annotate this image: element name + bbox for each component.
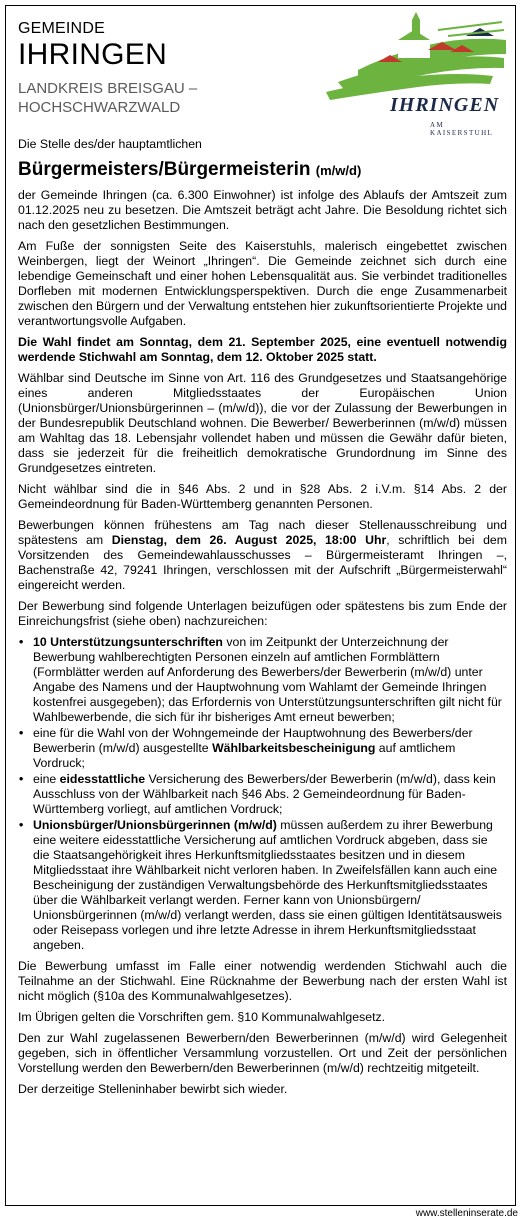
bullet-3-tail: Versicherung des Bewerbers/der Bewerberin (m/w/d), dass kein Ausschluss von der Wählbarkeit nach §46 Abs. 2 Gemeindeordnung für Baden-Württemberg vorliegt, auf amtlichen Vordruck; — [33, 772, 496, 816]
job-ad-body — [18, 137, 507, 1103]
bullet-2-tail: auf amtlichem Vordruck; — [33, 741, 456, 770]
documents-list — [18, 635, 507, 953]
paragraph-runoff: Die Bewerbung umfasst im Falle einer notwendig werdenden Stichwahl auch die Teilnahme an der Stichwahl. Eine Rücknahme der Bewerbung nach der ersten Wahl ist nicht möglich (§10a des Kommunalwahlgesetzes). — [18, 959, 507, 1003]
deadline-date: Dienstag, dem 26. August 2025, 18:00 Uhr — [111, 533, 387, 547]
district-line-2: HOCHSCHWARZWALD — [18, 99, 181, 116]
bullet-2-text: eine für die Wahl von der Wohngemeinde der Hauptwohnung des Bewerbers/der Bewerberin (m/w/d) ausgestellte — [33, 726, 473, 755]
intro-line: Die Stelle des/der hauptamtlichen — [18, 137, 202, 151]
deadline-text-a: Bewerbungen können frühestens am Tag nach dieser Stellenausschreibung und spätestens am — [18, 518, 507, 547]
bullet-4-bold: Unionsbürger/Unionsbürgerinnen (m/w/d) — [33, 818, 277, 832]
bullet-1-bold: 10 Unterstützungsunterschriften — [33, 635, 223, 649]
job-title-suffix: (m/w/d) — [315, 163, 362, 178]
paragraph-election-date: Die Wahl findet am Sonntag, dem 21. September 2025, eine eventuell notwendig werdende Stichwahl am Sonntag, dem 12. Oktober 2025 statt. — [18, 335, 507, 364]
bullet-2-bold: Wählbarkeitsbescheinigung — [212, 741, 376, 755]
header — [18, 10, 508, 137]
district-line-1: LANDKREIS BREISGAU – — [18, 80, 198, 97]
logo-name: IHRINGEN — [390, 94, 500, 116]
bullet-4-text: müssen außerdem zu ihrer Bewerbung eine weitere eidesstattliche Versicherung auf amtlichen Vordruck abgeben, dass sie die Staatsangehörigkeit ihres Herkunftsmitgliedsstaates besitzen und in diesem Mitgliedsstaat ihre Wählbarkeit nicht verloren haben. In Zweifelsfällen kann auch eine Bescheinigung der zuständigen Verwaltungsbehörde des Herkunftsmitgliedsstaates über die Wählbarkeit verlangt werden. Ferner kann von Unionsbürgern/ Unionsbürgerinnen (m/w/d) verlangt werden, dass sie einen gültigen Identitätsausweis oder Reisepass vorlegen und ihre letzte Adresse in ihrem Herkunftsmitgliedsstaat angeben. — [33, 818, 502, 952]
paragraph-ineligibility: Nicht wählbar sind die in §46 Abs. 2 und in §28 Abs. 2 i.V.m. §14 Abs. 2 der Gemeindeordnung für Baden-Württemberg genannten Personen. — [18, 482, 507, 511]
bullet-3-bold: eidesstattliche — [59, 772, 146, 786]
paragraph-location: Am Fuße der sonnigsten Seite des Kaiserstuhls, malerisch eingebettet zwischen Weinbergen, liegt der Weinort „Ihringen“. Die Gemeinde zeichnet sich durch eine lebendige Gemeinschaft und einer hohen Lebensqualität aus. Sie verbindet traditionelles Dorfleben mit modernen Entwicklungsperspektiven. Durch die enge Zusammenarbeit zwischen den Bürgern und der Verwaltung entstehen hier zukunftsorientierte Projekte und verantwortungsvolle Aufgaben. — [18, 239, 507, 328]
paragraph-documents-intro: Der Bewerbung sind folgende Unterlagen beizufügen oder spätestens bis zum Ende der Einreichungsfrist (siehe oben) nachzureichen: — [18, 599, 507, 628]
paragraph-presentation: Den zur Wahl zugelassenen Bewerbern/den Bewerberinnen (m/w/d) wird Gelegenheit gegeben, sich in öffentlicher Versammlung vorzustellen. Ort und Zeit der persönlichen Vorstellung werden den Bewerbern/den Bewerberinnen (m/w/d) rechtzeitig mitgeteilt. — [18, 1031, 507, 1075]
paragraph-municipality: der Gemeinde Ihringen (ca. 6.300 Einwohner) ist infolge des Ablaufs der Amtszeit zum 01.12.2025 neu zu besetzen. Die Amtszeit beträgt acht Jahre. Die Besoldung richtet sich nach den gesetzlichen Bestimmungen. — [18, 188, 507, 232]
town-name: IHRINGEN — [18, 38, 168, 71]
logo-subtitle: AM KAISERSTUHL — [430, 121, 494, 137]
gemeinde-label: GEMEINDE — [18, 20, 105, 37]
deadline-text-c: , schriftlich bei dem Vorsitzenden des Gemeindewahlausschusses – Bürgermeisteramt Ihringen –, Bachenstraße 42, 79241 Ihringen, verschlossen mit der Aufschrift „Bürgermeisterwahl“ eingereicht werden. — [18, 533, 507, 592]
paragraph-regulations: Im Übrigen gelten die Vorschriften gem. §10 Kommunalwahlgesetz. — [18, 1010, 386, 1024]
paragraph-incumbent: Der derzeitige Stelleninhaber bewirbt sich wieder. — [18, 1082, 288, 1096]
paragraph-eligibility: Wählbar sind Deutsche im Sinne von Art. 116 des Grundgesetzes und Staatsangehörige eines anderen Mitgliedsstaates der Europäischen Union (Unionsbürger/Unionsbürgerinnen – (m/w/d)), die vor der Zulassung der Bewerbungen in der Bundesrepublik Deutschland wohnen. Die Bewerber/ Bewerberinnen (m/w/d) müssen am Wahltag das 18. Lebensjahr vollendet haben und müssen die Gewähr dafür bieten, dass sie jederzeit für die freiheitlich demokratische Grundordnung im Sinne des Grundgesetzes eintreten. — [18, 371, 507, 475]
list-item — [18, 818, 507, 953]
list-item — [18, 635, 507, 725]
job-title-text: Bürgermeisters/Bürgermeisterin — [18, 159, 311, 180]
list-item — [18, 726, 507, 771]
job-title — [18, 159, 507, 182]
list-item — [18, 772, 507, 817]
bullet-1-text: von im Zeitpunkt der Unterzeichnung der Bewerbung wahlberechtigten Personen einzeln auf amtlichen Formblättern (Formblätter werden auf Anforderung des Bewerbers/der Bewerberin (m/w/d) unter Angabe des Namens und der Hauptwohnung vom Wahlamt der Gemeinde Ihringen kostenfrei ausgegeben); das Erfordernis von Unterstützungsunterschriften gilt nicht für Wahlbewerbende, die sich für ihr bisheriges Amt erneut bewerben; — [33, 635, 502, 724]
paragraph-application-deadline — [18, 518, 507, 593]
footer-source: www.stelleninserate.de — [415, 1208, 518, 1219]
bullet-3-text: eine — [33, 772, 60, 786]
